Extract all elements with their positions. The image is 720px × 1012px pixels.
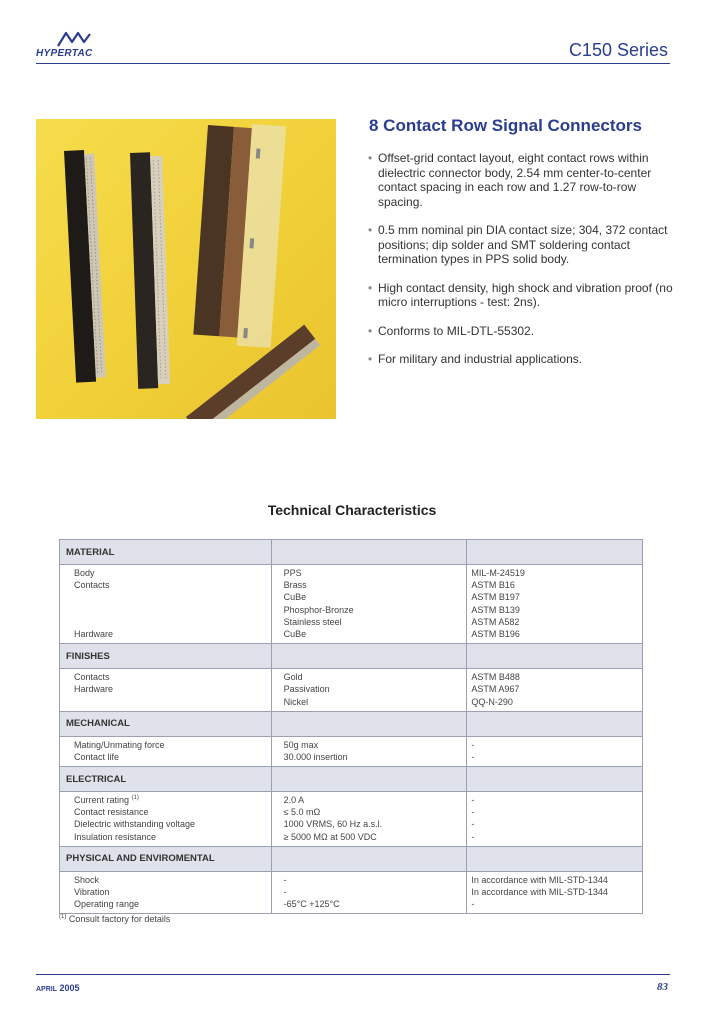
property-standard: ASTM B196 [471, 628, 520, 639]
property-value: CuBe [283, 628, 307, 639]
product-photo [36, 119, 336, 419]
property-name: Vibration [74, 887, 110, 897]
property-name: Contacts [74, 580, 110, 591]
property-name: Mating/Unmating force [74, 739, 165, 750]
section-label: MECHANICAL [60, 711, 272, 736]
property-name: Operating range [74, 899, 140, 910]
section-header-finishes [60, 644, 643, 669]
section-body-finishes [60, 669, 643, 712]
date-month: APRIL [36, 986, 57, 993]
property-standard: - [471, 807, 475, 818]
section-body-mechanical [60, 736, 643, 766]
footnote-text: Consult factory for details [68, 914, 171, 924]
property-value: Passivation [283, 684, 330, 695]
section-label: ELECTRICAL [60, 767, 272, 792]
property-standard: - [471, 899, 475, 910]
tech-title: Technical Characteristics [267, 502, 437, 518]
section-label: MATERIAL [60, 540, 272, 565]
property-name: Hardware [74, 684, 114, 695]
product-heading: 8 Contact Row Signal Connectors [369, 116, 642, 135]
property-name: Insulation resistance [74, 831, 157, 842]
footnote-ref: (1) [131, 795, 139, 802]
property-name: Hardware [74, 628, 114, 639]
logo-text: HYPERTAC [36, 48, 93, 59]
footer-rule [36, 974, 670, 975]
section-header-material [60, 540, 643, 565]
property-value: Nickel [283, 696, 309, 707]
section-header-electrical [60, 767, 643, 792]
section-header-physical [60, 846, 643, 871]
section-label: PHYSICAL AND ENVIROMENTAL [60, 846, 272, 871]
property-value: Gold [283, 672, 303, 683]
feature-item: • For military and industrial applications. [366, 352, 676, 367]
property-name [74, 616, 271, 628]
property-value: 30.000 insertion [283, 751, 348, 762]
property-value: CuBe [283, 592, 307, 603]
property-name: Current rating $^{(1)}$ [74, 795, 139, 806]
property-standard: ASTM A582 [471, 616, 520, 627]
publication-date [36, 983, 80, 993]
property-name: Body [74, 568, 95, 578]
feature-item: • Offset-grid contact layout, eight contact rows within dielectric connector body, 2.54 mm center-to-center contact spacing in each row and 1.27 row-to-row spacing. [366, 151, 676, 209]
property-standard: In accordance with MIL-STD-1344 [471, 874, 608, 885]
property-standard: ASTM B488 [471, 672, 520, 683]
property-value: Phosphor-Bronze [283, 604, 354, 615]
property-standard: ASTM B139 [471, 604, 520, 615]
feature-item: • High contact density, high shock and vibration proof (no micro interruptions - test: 2ns). [366, 281, 676, 310]
property-standard: ASTM B197 [471, 592, 520, 603]
property-standard: MIL-M-24519 [471, 568, 525, 578]
property-standard: ASTM A967 [471, 684, 520, 695]
property-value: - [283, 887, 287, 897]
series-title: C150 Series [568, 40, 668, 60]
property-value: Stainless steel [283, 616, 342, 627]
property-value: 50g max [283, 739, 319, 750]
property-standard: QQ-N-290 [471, 696, 513, 707]
date-year: 2005 [59, 983, 80, 993]
property-name [74, 604, 271, 616]
property-name: Contact resistance [74, 807, 149, 818]
property-value: 1000 VRMS, 60 Hz a.s.l. [283, 819, 383, 830]
property-value: 2.0 A [283, 795, 305, 806]
property-value: PPS [283, 568, 302, 578]
property-value: - [283, 874, 287, 885]
feature-item: • Conforms to MIL-DTL-55302. [366, 324, 676, 339]
tech-table [59, 539, 643, 914]
property-name: Contacts [74, 672, 110, 683]
property-standard: - [471, 819, 475, 830]
feature-item: • 0.5 mm nominal pin DIA contact size; 304, 372 contact positions; dip solder and SMT soldering contact termination types in PPS solid body. [366, 223, 676, 267]
property-value: ≤ 5.0 mΩ [283, 807, 321, 818]
feature-list [366, 151, 676, 381]
property-name: Shock [74, 874, 100, 885]
property-standard: - [471, 831, 475, 842]
property-name [74, 591, 271, 603]
section-body-electrical [60, 792, 643, 847]
hypertac-logo [36, 30, 116, 60]
property-standard: - [471, 751, 475, 762]
property-name [74, 696, 271, 708]
footnote [59, 914, 170, 924]
section-body-material [60, 565, 643, 644]
property-standard: - [471, 795, 475, 806]
connector-illustration [36, 119, 336, 419]
header-rule [36, 63, 670, 64]
property-value: ≥ 5000 MΩ at 500 VDC [283, 831, 377, 842]
section-header-mechanical [60, 711, 643, 736]
section-body-physical [60, 871, 643, 914]
footnote-mark: (1) [59, 914, 67, 920]
page-number: 83 [657, 981, 668, 993]
section-label: FINISHES [60, 644, 272, 669]
property-name: Dielectric withstanding voltage [74, 819, 196, 830]
property-standard: - [471, 739, 475, 750]
property-standard: In accordance with MIL-STD-1344 [471, 887, 608, 897]
property-value: Brass [283, 580, 307, 591]
logo-mark-icon [56, 30, 96, 48]
property-standard: ASTM B16 [471, 580, 515, 591]
property-value: -65°C +125°C [283, 899, 340, 910]
property-name: Contact life [74, 751, 120, 762]
